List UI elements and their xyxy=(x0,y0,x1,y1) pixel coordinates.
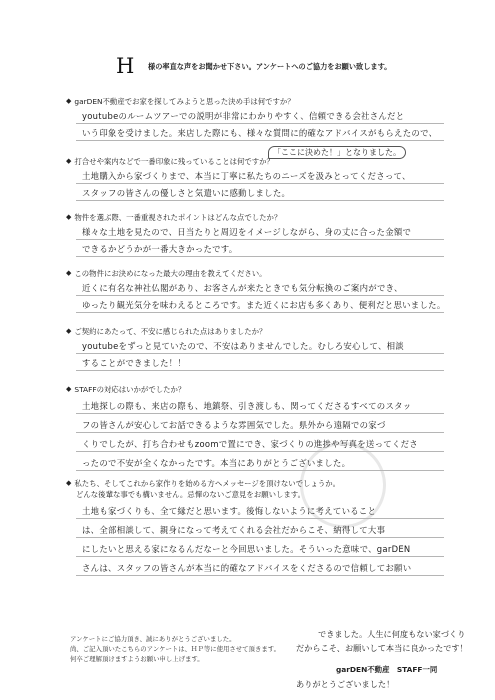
answer-line: 土地購入から家づくりまで、本当に丁寧に私たちのニーズを汲みとってくださって、 xyxy=(76,167,444,184)
answer-line: youtubeをずっと見ていたので、不安はありませんでした。むしろ安心して、相談 xyxy=(76,337,444,354)
postscript-line-1: できました。人生に何度もない家づくり xyxy=(318,629,466,639)
bullet-icon: ◆ xyxy=(66,385,72,393)
bullet-icon: ◆ xyxy=(66,97,72,105)
question-text: STAFFの対応はいかがでしたか？ xyxy=(74,385,186,394)
answer-line: することができました！！ xyxy=(76,354,444,371)
postscript-line-2: だからこそ、お願いして本当に良かったです！ xyxy=(296,643,468,653)
answer-line: ったので不安が全くなかったです。本当にありがとうございました。 xyxy=(76,452,444,471)
answer-line: youtubeのルームツアーでの説明が非常にわかりやすく、信頼できる会社さんだと xyxy=(76,107,444,124)
answer-line: 様々な土地を見たので、日当たりと周辺をイメージしながら、身の丈に合った金額で xyxy=(76,223,444,240)
answer-line: フの皆さんが安心してお話できるような雰囲気でした。県外から遠隔での家づ xyxy=(76,414,444,433)
bullet-icon: ◆ xyxy=(66,327,72,335)
postscript-line-3: ありがとうございました！ xyxy=(296,679,395,689)
question-text: 打合せや案内などで一番印象に残っていることは何ですか？ xyxy=(74,157,274,166)
callout-bubble: 「ここに決めた！」となりました。 xyxy=(268,146,406,159)
footer-thanks: アンケートにご協力頂き、誠にありがとうございました。 xyxy=(70,635,236,643)
question-text: 物件を選ぶ際、一番重視されたポイントはどんな点でしたか？ xyxy=(74,213,282,222)
answer-line: ゆったり観光気分を味わえるところです。また近くにお店も多くあり、便利だと思いました。 xyxy=(76,296,444,313)
answer-line: さんは、スタッフの皆さんが本当に的確なアドバイスをくださるので信頼してお願い xyxy=(76,557,444,576)
question-section-5 xyxy=(66,326,444,371)
question-section-4 xyxy=(66,268,444,313)
answer-line: 土地も家づくりも、全て縁だと思います。後悔しないように考えていること xyxy=(76,500,444,519)
question-text: この物件にお決めになった最大の理由を教えてください。 xyxy=(74,269,267,278)
question-text: 私たち、そしてこれから家作りを始める方へメッセージを頂けないでしょうか。 xyxy=(74,479,341,488)
answer-line: スタッフの皆さんの優しさと気遣いに感動しました。 xyxy=(76,184,444,201)
staff-signature: garDEN不動産 STAFF一同 xyxy=(336,665,438,674)
survey-intro: 様の率直な声をお聞かせ下さい。アンケートへのご協力をお願い致します。 xyxy=(148,62,392,71)
question-text: ご契約にあたって、不安に感じられた点はありましたか？ xyxy=(74,327,267,336)
answer-line: できるかどうかが一番大きかったです。 xyxy=(76,240,444,257)
answer-line: 土地探しの際も、来店の際も、地鎮祭、引き渡しも、関ってくださるすべてのスタッ xyxy=(76,395,444,414)
question-text: garDEN不動産でお家を探してみようと思った決め手は何ですか？ xyxy=(74,97,295,106)
survey-header xyxy=(0,54,495,88)
question-section-6 xyxy=(66,384,444,471)
question-section-3 xyxy=(66,212,444,257)
answer-line: 近くに有名な神社仏閣があり、お客さんが来たときでも気分転換のご案内ができ、 xyxy=(76,279,444,296)
bullet-icon: ◆ xyxy=(66,479,72,487)
question-section-1 xyxy=(66,96,444,141)
customer-initial: H xyxy=(116,54,135,78)
bullet-icon: ◆ xyxy=(66,157,72,165)
bullet-icon: ◆ xyxy=(66,213,72,221)
answer-line: くりでしたが、打ち合わせもzoomで置にでき、家づくりの進捗や写真を送ってくださ xyxy=(76,433,444,452)
question-section-2 xyxy=(66,156,444,201)
footer-request: 何卒ご理解頂けますようお願い申し上げます。 xyxy=(70,655,204,663)
answer-line: にしたいと思える家になるんだなーと今回思いました。そういった意味で、garDEN xyxy=(76,538,444,557)
question-subtext: どんな後輩な事でも構いません。忌憚のないご意見をお願いします。 xyxy=(76,490,305,499)
footer-usage-note: 尚、ご記入頂いたこちらのアンケートは、ＨＰ等に使用させて頂きます。 xyxy=(70,645,280,653)
question-section-7 xyxy=(66,478,444,576)
bullet-icon: ◆ xyxy=(66,269,72,277)
answer-line: は、全部相談して、親身になって考えてくれる会社だからこそ、納得して大事 xyxy=(76,519,444,538)
survey-footer xyxy=(70,634,450,664)
answer-line: いう印象を受けました。来店した際にも、様々な質問に的確なアドバイスがもらえたので、 xyxy=(76,124,444,141)
